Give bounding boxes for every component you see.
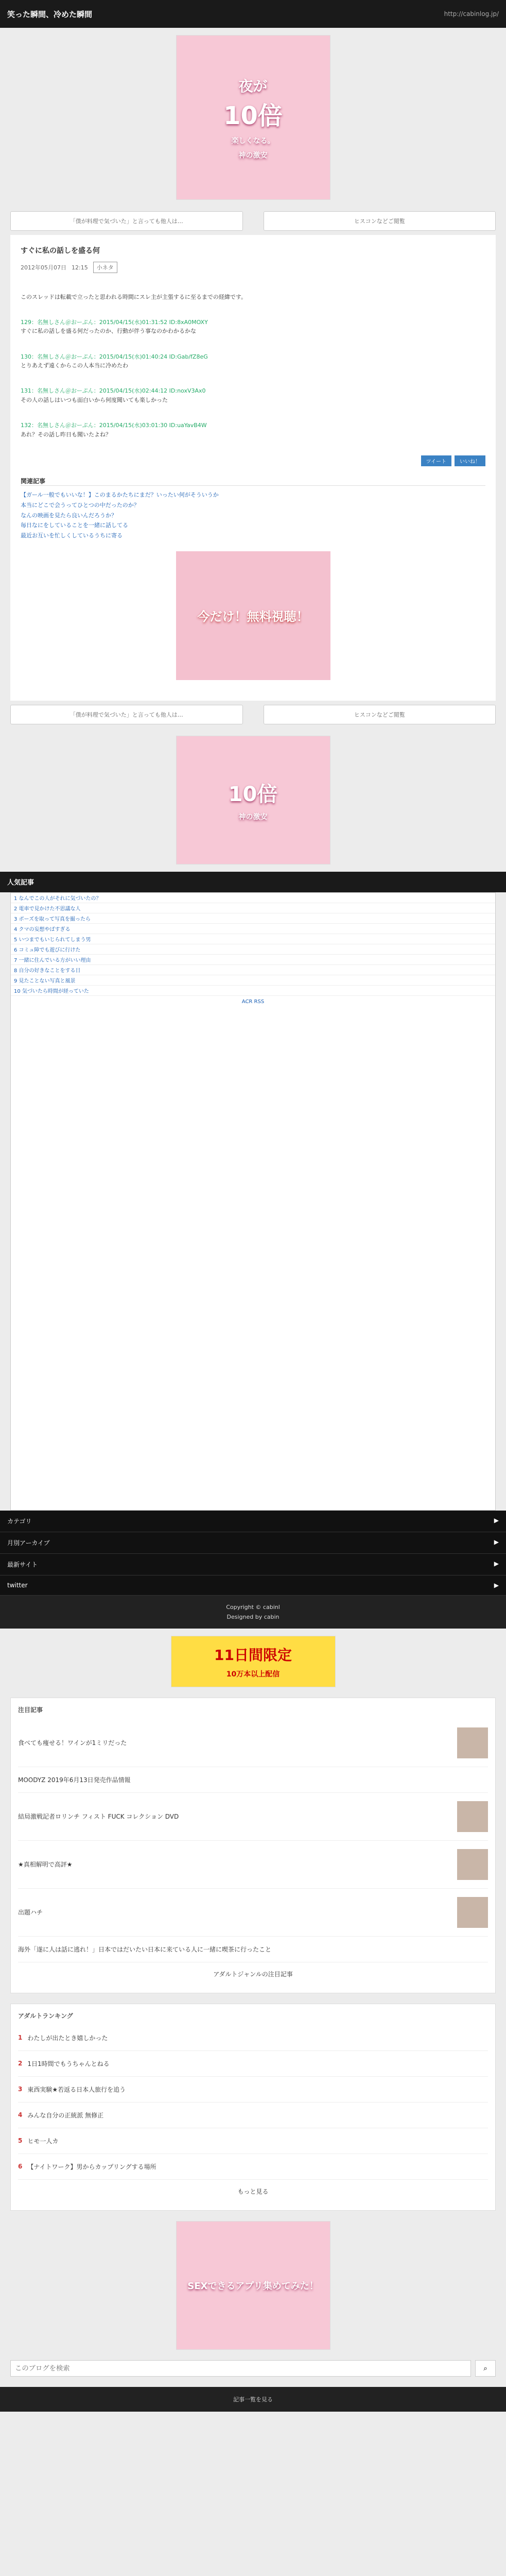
search-button[interactable] [475,2360,496,2377]
post-body: その人の話しはいつも面白いから何度聞いても楽しかった [21,396,168,403]
adult-ranking-panel [10,2004,496,2211]
rank-title: みんな自分の正統派 無修正 [27,2111,104,2119]
post-header: 131：名無しさん＠おーぷん：2015/04/15(水)02:44:12 ID:noxV3Ax0 [21,387,206,395]
ranking-entry[interactable] [18,2103,488,2128]
related-link[interactable]: 【ガール一般でもいいな！】このまるかたちにまだ？いったい何がそういうか [21,491,219,498]
pickup-item[interactable] [18,1767,488,1793]
menu-label: twitter [7,1581,28,1589]
thumbnail [457,1897,488,1928]
ranking-entry[interactable] [18,2077,488,2103]
next-article-button[interactable]: ヒスコンなどご閲覧 [264,705,496,724]
rank-number: 5 [18,2137,23,2145]
ad-line2: 10倍 [223,101,283,130]
chevron-right-icon: ▶ [494,1516,499,1524]
post-body: とりあえず遠くからこの人本当に冷めたわ [21,362,128,369]
post-item [21,318,485,336]
like-button[interactable]: いいね！ [455,455,485,466]
pickup-item[interactable] [18,1793,488,1841]
article-time: 12:15 [72,264,88,271]
ranking-item[interactable]: 5 いつまでもいじられてしまう男 [11,934,495,944]
search-input[interactable] [10,2360,471,2377]
ranking-item[interactable]: 7 一緒に住んでいる方がいい理由 [11,955,495,965]
pickup-title: 出題ハチ [18,1909,43,1917]
chevron-right-icon: ▶ [494,1538,499,1546]
rank-number: 4 [18,2111,23,2119]
post-item [21,386,485,404]
search-icon: ⌕ [483,2364,487,2372]
menu-item-archive[interactable] [0,1532,506,1554]
related-link[interactable]: 本当にどこで会うってひとつの中だったのか？ [21,501,139,509]
rank-number: 6 [18,2163,23,2171]
ranking-item[interactable]: 10 気づいたら時間が経っていた [11,986,495,996]
ranking-header: 人気記事 [0,872,506,892]
ad-line4: 神の激安 [238,813,268,822]
post-body: あれ？その話し昨日も聞いたよね？ [21,431,111,438]
category-tag[interactable]: 小ネタ [93,262,117,273]
thumbnail [457,1727,488,1758]
post-item [21,352,485,370]
side-menu [0,1511,506,1596]
last-banner-ad[interactable]: SEXできるアプリ集めてみた！ [176,2221,330,2350]
post-header: 129：名無しさん＠おーぷん：2015/04/15(水)01:31:52 ID:8xA0MOXY [21,318,208,326]
site-url: http://cabinlog.jp/ [444,10,499,18]
pickup-title: 海外「遂に人は話に逃れ！」日本ではだいたい日本に来ている人に一緒に喫茶に行ったこと [18,1945,272,1953]
adult-ranking-heading: アダルトランキング [18,2012,73,2020]
rank-title: 東西実験★若返る日本人旅行を追う [27,2086,126,2093]
related-link[interactable]: 最近お互いを忙しくしているうちに寄る [21,532,123,539]
tweet-button[interactable]: ツイート [421,455,452,466]
rank-title: ヒモ一人カ [27,2137,59,2145]
prev-article-button[interactable]: 「僕が料理で気づいた」と言っても他人は… [10,211,243,231]
ranking-item[interactable]: 8 自分の好きなことをする日 [11,965,495,975]
ranking-entry[interactable] [18,2128,488,2154]
related-heading: 関連記事 [21,477,485,486]
article-date: 2012年05月07日 [21,264,66,271]
ranking-item[interactable]: 1 なんでこの人がそれに気づいたの？ [11,893,495,903]
ad-line3: 楽しくなる。 [231,137,275,145]
pickup-item[interactable] [18,1719,488,1767]
ranking-item[interactable]: 2 電車で見かけた不思議な人 [11,903,495,913]
ranking-list [10,892,496,1511]
ad-bottom-sub: 10万本以上配信 [226,1670,280,1679]
rank-number: 3 [18,2086,23,2093]
article-nav [0,207,506,235]
pickup-title: 結局激戦記者ロリンチ フィスト FUCK コレクション DVD [18,1813,179,1821]
pickup-heading: 注目記事 [18,1706,43,1714]
menu-label: カテゴリ [7,1517,32,1525]
related-link[interactable]: なんの映画を見たら良いんだろうか？ [21,512,117,519]
post-header: 130：名無しさん＠おーぷん：2015/04/15(水)01:40:24 ID:Gab/fZ8eG [21,353,208,360]
menu-label: 最新サイト [7,1561,38,1568]
thumbnail [457,1849,488,1880]
ranking-item[interactable]: 3 ポーズを取って写真を撮ったら [11,913,495,924]
ad-bottom-title: 11日間限定 [214,1646,292,1664]
second-banner-ad[interactable] [176,736,330,865]
pickup-item[interactable] [18,1937,488,1962]
ad-line4: 神の激安 [238,151,268,160]
pickup-title: ★真相解明で高評★ [18,1861,73,1869]
pickup-item[interactable] [18,1841,488,1889]
more-link[interactable]: もっと見る [237,2188,269,2195]
bottom-banner-ad[interactable] [171,1636,336,1687]
post-body: すぐに私の話しを盛る何だったのか、行動が伴う事なのかわかるかな [21,328,196,335]
next-article-button[interactable]: ヒスコンなどご閲覧 [264,211,496,231]
article-body [21,283,485,448]
copyright-text: Copyright © cabinl [226,1603,280,1611]
rank-number: 2 [18,2060,23,2067]
rank-title: 1日1時間でもうちゃんとねる [27,2060,110,2067]
menu-item-latest[interactable] [0,1554,506,1575]
chevron-right-icon: ▶ [494,1581,499,1589]
site-title[interactable]: 笑った瞬間、冷めた瞬間 [7,9,93,19]
post-item [21,421,485,439]
rank-title: わたしが出たとき嬉しかった [27,2034,108,2042]
ranking-entry[interactable] [18,2051,488,2077]
pickup-item[interactable] [18,1889,488,1937]
chevron-right-icon: ▶ [494,1560,499,1567]
ranking-item[interactable]: 9 見たことない写真と風景 [11,975,495,986]
top-banner-ad[interactable] [176,35,330,200]
thumbnail [457,1801,488,1832]
rank-title: 【ナイトワーク】男からカップリングする場所 [27,2163,156,2171]
designed-by: Designed by cabin [226,1613,280,1620]
ranking-item[interactable]: 4 クマの妄想やばすぎる [11,924,495,934]
menu-item-twitter[interactable] [0,1575,506,1596]
ranking-footer-link[interactable]: ACR RSS [241,998,265,1005]
related-articles [21,477,485,541]
ad-line1: 夜が [238,77,268,95]
rank-number: 1 [18,2034,23,2042]
top-header [0,0,506,28]
ad-line2: 10倍 [228,783,278,807]
share-bar [21,455,485,466]
related-link[interactable]: 毎日なにをしていることを一緒に話してる [21,522,128,529]
menu-item-category[interactable] [0,1511,506,1532]
post-header: 132：名無しさん＠おーぷん：2015/04/15(水)03:01:30 ID:uaYavB4W [21,422,207,429]
ranking-item[interactable]: 6 コミュ障でも遊びに行けた [11,944,495,955]
article-meta [21,262,485,273]
ranking-entry[interactable] [18,2025,488,2051]
page-footer[interactable]: 記事一覧を見る [0,2387,506,2412]
intro-text: このスレッドは転載で立ったと思われる時間にスレ主が主張するに至るまでの経緯です。 [21,293,247,300]
search-bar [10,2360,496,2377]
ranking-entry[interactable] [18,2154,488,2180]
pickup-footer[interactable]: アダルトジャンルの注目記事 [213,1970,293,1978]
pickup-title: 食べても痩せる！ワインが1ミリだった [18,1739,127,1747]
bottom-article-nav [0,701,506,728]
mid-banner-ad[interactable]: 今だけ！無料視聴！ [176,551,330,680]
copyright [0,1596,506,1629]
article-card [10,235,496,701]
prev-article-button[interactable]: 「僕が料理で気づいた」と言っても他人は… [10,705,243,724]
pickup-panel [10,1698,496,1993]
pickup-title: MOODYZ 2019年6月13日発売作品情報 [18,1776,131,1784]
menu-label: 月別アーカイブ [7,1539,50,1547]
article-title: すぐに私の話しを盛る何 [21,247,100,255]
